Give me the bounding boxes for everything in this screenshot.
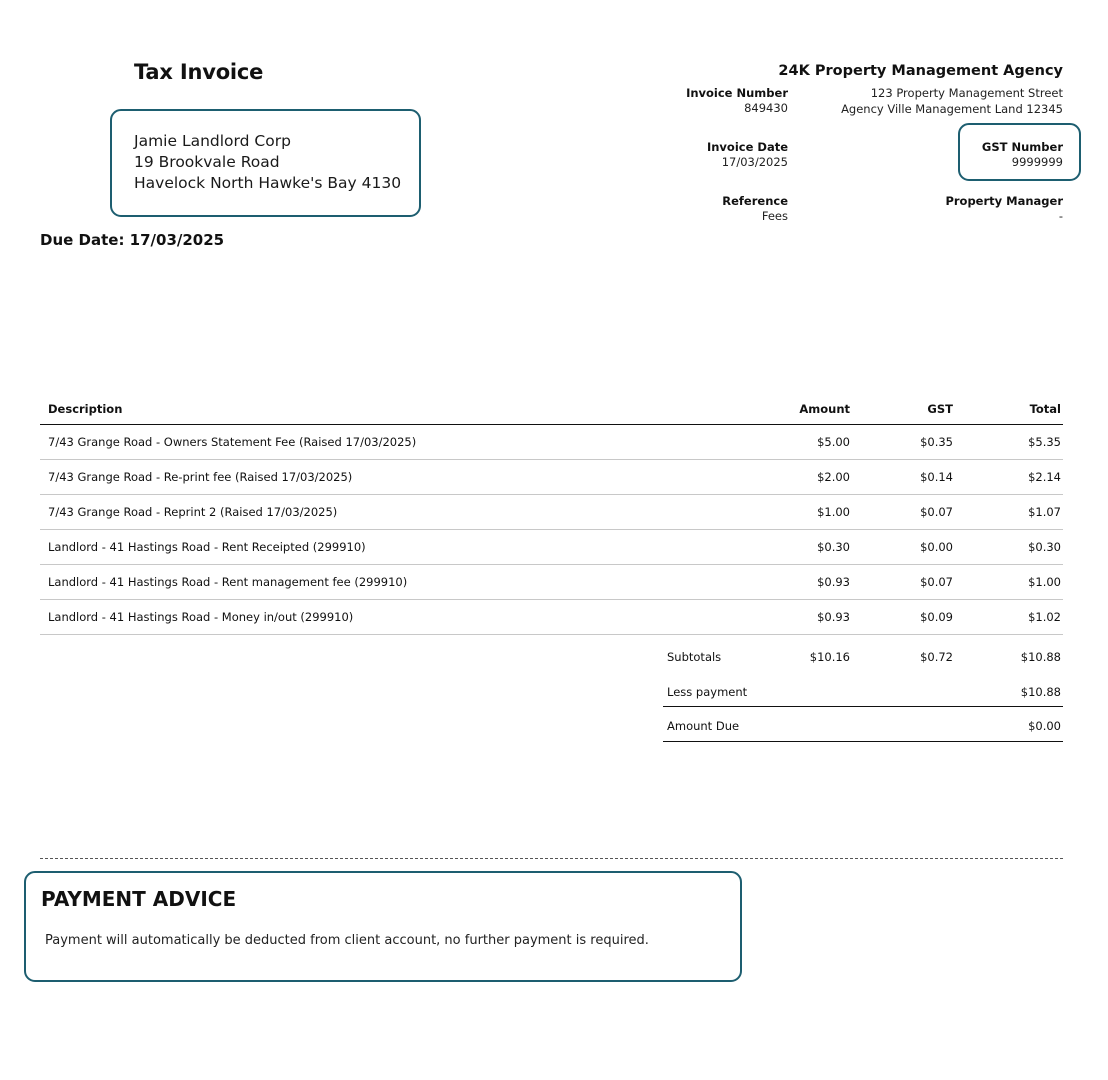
row-gst: $0.14 xyxy=(920,470,953,484)
row-gst: $0.07 xyxy=(920,505,953,519)
invoice-date-value: 17/03/2025 xyxy=(721,155,788,169)
property-manager-label: Property Manager xyxy=(945,194,1063,208)
payment-advice-title: PAYMENT ADVICE xyxy=(41,887,237,911)
row-gst: $0.35 xyxy=(920,435,953,449)
subtotals-row xyxy=(663,637,1063,672)
table-row xyxy=(40,530,1063,565)
header-amount: Amount xyxy=(799,402,850,416)
page-title: Tax Invoice xyxy=(134,60,264,84)
less-payment-value: $10.88 xyxy=(1020,685,1061,699)
invoice-summary xyxy=(663,637,1063,742)
agency-name: 24K Property Management Agency xyxy=(778,63,1063,79)
row-total: $1.02 xyxy=(1028,610,1061,624)
row-total: $1.07 xyxy=(1028,505,1061,519)
header-gst: GST xyxy=(927,402,953,416)
amount-due-row xyxy=(663,707,1063,742)
payment-advice-text: Payment will automatically be deducted from client account, no further payment is required. xyxy=(45,933,649,948)
table-row xyxy=(40,600,1063,635)
amount-due-value: $0.00 xyxy=(1028,719,1061,733)
row-gst: $0.09 xyxy=(920,610,953,624)
header-total: Total xyxy=(1029,402,1061,416)
due-date: Due Date: 17/03/2025 xyxy=(40,231,225,249)
less-payment-row xyxy=(663,672,1063,707)
gst-number-value: 9999999 xyxy=(1011,155,1063,169)
header-description: Description xyxy=(48,402,123,416)
row-amount: $2.00 xyxy=(817,470,850,484)
invoice-number-block xyxy=(588,86,788,116)
recipient-city: Havelock North Hawke's Bay 4130 xyxy=(134,174,402,192)
recipient-address-box xyxy=(110,109,421,217)
property-manager-value: - xyxy=(1058,209,1063,223)
row-description: Landlord - 41 Hastings Road - Rent Receipted (299910) xyxy=(48,540,366,554)
row-amount: $0.93 xyxy=(817,575,850,589)
row-total: $2.14 xyxy=(1028,470,1061,484)
table-row xyxy=(40,425,1063,460)
row-gst: $0.07 xyxy=(920,575,953,589)
invoice-date-block xyxy=(588,140,788,170)
amount-due-label: Amount Due xyxy=(667,719,740,733)
table-row xyxy=(40,460,1063,495)
row-description: 7/43 Grange Road - Reprint 2 (Raised 17/03/2025) xyxy=(48,505,338,519)
reference-label: Reference xyxy=(722,194,788,208)
row-total: $5.35 xyxy=(1028,435,1061,449)
row-gst: $0.00 xyxy=(920,540,953,554)
row-description: 7/43 Grange Road - Owners Statement Fee (Raised 17/03/2025) xyxy=(48,435,417,449)
table-row xyxy=(40,565,1063,600)
table-header-row xyxy=(40,398,1063,425)
invoice-number-label: Invoice Number xyxy=(686,86,788,100)
row-amount: $0.93 xyxy=(817,610,850,624)
agency-address-line2: Agency Ville Management Land 12345 xyxy=(841,102,1063,116)
payment-advice-box xyxy=(24,871,742,982)
agency-address-line1: 123 Property Management Street xyxy=(870,86,1063,100)
subtotals-label: Subtotals xyxy=(667,650,722,664)
invoice-number-value: 849430 xyxy=(744,101,788,115)
row-amount: $1.00 xyxy=(817,505,850,519)
reference-block xyxy=(588,194,788,224)
subtotal-gst: $0.72 xyxy=(920,650,953,664)
row-amount: $0.30 xyxy=(817,540,850,554)
row-total: $0.30 xyxy=(1028,540,1061,554)
tear-off-divider xyxy=(40,858,1063,859)
less-payment-label: Less payment xyxy=(667,685,748,699)
row-description: Landlord - 41 Hastings Road - Rent management fee (299910) xyxy=(48,575,408,589)
row-total: $1.00 xyxy=(1028,575,1061,589)
invoice-line-items-table xyxy=(40,398,1063,635)
recipient-name: Jamie Landlord Corp xyxy=(134,132,291,150)
row-description: Landlord - 41 Hastings Road - Money in/out (299910) xyxy=(48,610,354,624)
property-manager-block xyxy=(843,194,1063,224)
subtotal-amount: $10.16 xyxy=(809,650,850,664)
row-amount: $5.00 xyxy=(817,435,850,449)
table-row xyxy=(40,495,1063,530)
invoice-date-label: Invoice Date xyxy=(706,140,788,154)
gst-number-highlight xyxy=(958,123,1081,181)
subtotal-total: $10.88 xyxy=(1020,650,1061,664)
gst-number-label: GST Number xyxy=(981,140,1063,154)
recipient-street: 19 Brookvale Road xyxy=(134,153,280,171)
reference-value: Fees xyxy=(761,209,788,223)
row-description: 7/43 Grange Road - Re-print fee (Raised 17/03/2025) xyxy=(48,470,353,484)
